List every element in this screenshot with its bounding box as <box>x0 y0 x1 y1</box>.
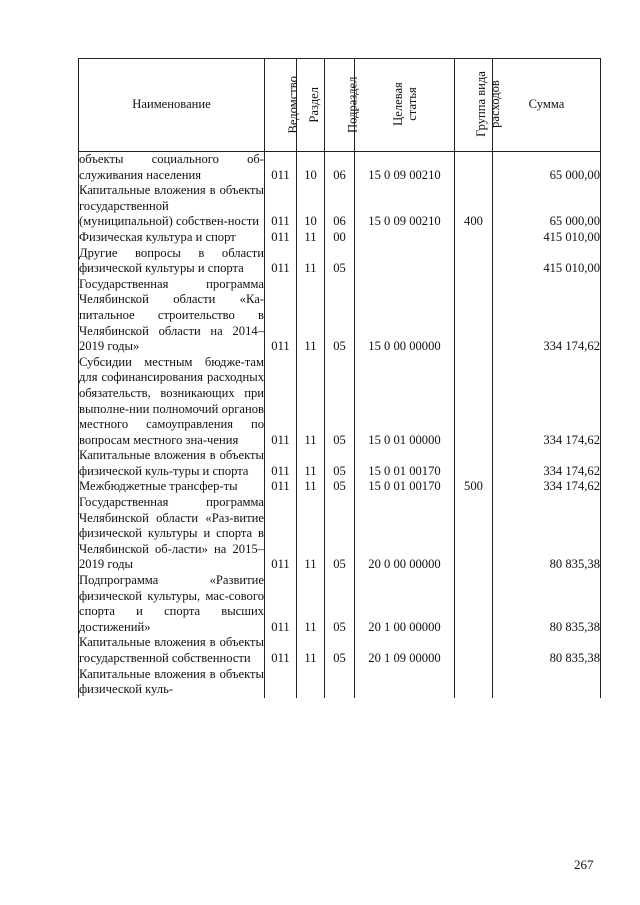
cell-celevaya: 15 0 01 00170 <box>355 479 455 495</box>
cell-vedomstvo: 011 <box>265 635 297 666</box>
header-gruppa-line2: расходов <box>487 80 502 129</box>
cell-vedomstvo: 011 <box>265 277 297 355</box>
cell-celevaya <box>355 667 455 698</box>
cell-razdel: 11 <box>297 277 325 355</box>
cell-podrazdel: 06 <box>325 152 355 184</box>
cell-razdel: 11 <box>297 246 325 277</box>
cell-name: Подпрограмма «Развитие физической культуры, мас-сового спорта и спорта высших достижений» <box>79 573 264 634</box>
cell-gruppa <box>455 355 493 449</box>
cell-podrazdel: 05 <box>325 277 355 355</box>
cell-vedomstvo: 011 <box>265 183 297 230</box>
cell-celevaya: 15 0 01 00000 <box>355 355 455 449</box>
table-row <box>79 355 601 449</box>
table-row <box>79 479 601 495</box>
cell-gruppa <box>455 667 493 698</box>
cell-gruppa <box>455 152 493 184</box>
cell-summa: 65 000,00 <box>493 183 601 230</box>
cell-vedomstvo: 011 <box>265 495 297 573</box>
header-celevaya-line1: Целевая <box>390 82 405 127</box>
header-podrazdel <box>325 59 360 152</box>
cell-summa: 334 174,62 <box>493 448 601 479</box>
cell-gruppa <box>455 246 493 277</box>
cell-name: Государственная программа Челябинской области «Ка-питальное строительство в Челябинской области на 2014–2019 годы» <box>79 276 264 354</box>
cell-summa: 80 835,38 <box>493 495 601 573</box>
cell-summa: 334 174,62 <box>493 277 601 355</box>
cell-vedomstvo: 011 <box>265 448 297 479</box>
cell-gruppa <box>455 277 493 355</box>
cell-summa <box>493 667 601 698</box>
cell-summa: 334 174,62 <box>493 355 601 449</box>
cell-name: Межбюджетные трансфер-ты <box>79 479 265 495</box>
cell-razdel: 11 <box>297 355 325 449</box>
cell-razdel: 10 <box>297 183 325 230</box>
cell-celevaya: 15 0 01 00170 <box>355 448 455 479</box>
cell-celevaya: 15 0 09 00210 <box>355 183 455 230</box>
budget-table <box>78 58 601 698</box>
header-gruppa-label <box>474 71 502 137</box>
cell-summa: 65 000,00 <box>493 152 601 184</box>
cell-gruppa <box>455 635 493 666</box>
header-summa-label: Сумма <box>528 97 565 112</box>
cell-celevaya: 20 1 09 00000 <box>355 635 455 666</box>
cell-vedomstvo <box>265 667 297 698</box>
cell-summa: 334 174,62 <box>493 479 601 495</box>
header-gruppa-line1: Группа вида <box>473 71 488 138</box>
header-celevaya-line2: статья <box>404 87 419 121</box>
cell-razdel: 10 <box>297 152 325 184</box>
table-row <box>79 573 601 635</box>
cell-podrazdel: 05 <box>325 495 355 573</box>
cell-name: Капитальные вложения в объекты физической куль-туры и спорта <box>79 448 264 478</box>
table-row <box>79 183 601 230</box>
cell-vedomstvo: 011 <box>265 479 297 495</box>
table-row <box>79 230 601 246</box>
header-gruppa <box>455 59 502 152</box>
cell-podrazdel: 06 <box>325 183 355 230</box>
table-row <box>79 667 601 698</box>
header-vedomstvo-label: Ведомство <box>285 76 300 134</box>
cell-name: Субсидии местным бюдже-там для софинансирования расходных обязательств, возникающих при выполне-нии полномочий органов местного самоуправления по вопросам местного зна-чения <box>79 354 264 447</box>
cell-vedomstvo: 011 <box>265 355 297 449</box>
page-number: 267 <box>574 857 594 872</box>
cell-celevaya: 15 0 09 00210 <box>355 152 455 184</box>
cell-name: Государственная программа Челябинской области «Раз-витие физической культуры и спорта в Челябинской об-ласти» на 2015–2019 годы <box>79 495 264 572</box>
table-row <box>79 246 601 277</box>
header-name <box>79 59 265 152</box>
cell-podrazdel: 05 <box>325 246 355 277</box>
cell-name: Физическая культура и спорт <box>79 230 265 246</box>
cell-summa: 415 010,00 <box>493 230 601 246</box>
cell-name: Другие вопросы в области физической культуры и спорта <box>79 245 264 276</box>
cell-razdel <box>297 667 325 698</box>
cell-name: объекты социального об-служивания населения <box>79 152 264 182</box>
cell-podrazdel: 05 <box>325 635 355 666</box>
cell-podrazdel: 00 <box>325 230 355 246</box>
cell-name: Капитальные вложения в объекты физической куль- <box>79 666 264 697</box>
cell-gruppa <box>455 230 493 246</box>
cell-summa: 80 835,38 <box>493 635 601 666</box>
header-podrazdel-label: Подраздел <box>345 76 360 134</box>
cell-name: Капитальные вложения в объекты государственной (муниципальной) собствен-ности <box>79 183 264 229</box>
cell-podrazdel <box>325 667 355 698</box>
cell-podrazdel: 05 <box>325 573 355 635</box>
cell-vedomstvo: 011 <box>265 152 297 184</box>
table-row <box>79 635 601 666</box>
cell-summa: 415 010,00 <box>493 246 601 277</box>
cell-gruppa <box>455 495 493 573</box>
cell-gruppa <box>455 448 493 479</box>
table-row <box>79 495 601 573</box>
cell-razdel: 11 <box>297 573 325 635</box>
cell-razdel: 11 <box>297 448 325 479</box>
table-row <box>79 277 601 355</box>
cell-celevaya <box>355 230 455 246</box>
cell-razdel: 11 <box>297 230 325 246</box>
header-celevaya-label <box>390 82 418 126</box>
cell-gruppa: 500 <box>455 479 493 495</box>
cell-name: Капитальные вложения в объекты государственной собственности <box>79 635 264 665</box>
table-row <box>79 152 601 184</box>
cell-podrazdel: 05 <box>325 355 355 449</box>
header-name-label: Наименование <box>132 97 211 112</box>
cell-summa: 80 835,38 <box>493 573 601 635</box>
header-razdel-label: Раздел <box>307 87 322 123</box>
cell-vedomstvo: 011 <box>265 246 297 277</box>
cell-vedomstvo: 011 <box>265 230 297 246</box>
cell-podrazdel: 05 <box>325 448 355 479</box>
cell-celevaya: 20 1 00 00000 <box>355 573 455 635</box>
table-header-row <box>79 59 601 152</box>
cell-celevaya: 15 0 00 00000 <box>355 277 455 355</box>
table-row <box>79 448 601 479</box>
table-body <box>79 152 601 698</box>
cell-gruppa: 400 <box>455 183 493 230</box>
header-vedomstvo <box>265 59 300 152</box>
cell-razdel: 11 <box>297 479 325 495</box>
cell-razdel: 11 <box>297 635 325 666</box>
cell-celevaya <box>355 246 455 277</box>
cell-gruppa <box>455 573 493 635</box>
cell-razdel: 11 <box>297 495 325 573</box>
cell-podrazdel: 05 <box>325 479 355 495</box>
header-summa <box>493 59 601 152</box>
cell-celevaya: 20 0 00 00000 <box>355 495 455 573</box>
header-celevaya <box>355 59 455 152</box>
cell-vedomstvo: 011 <box>265 573 297 635</box>
